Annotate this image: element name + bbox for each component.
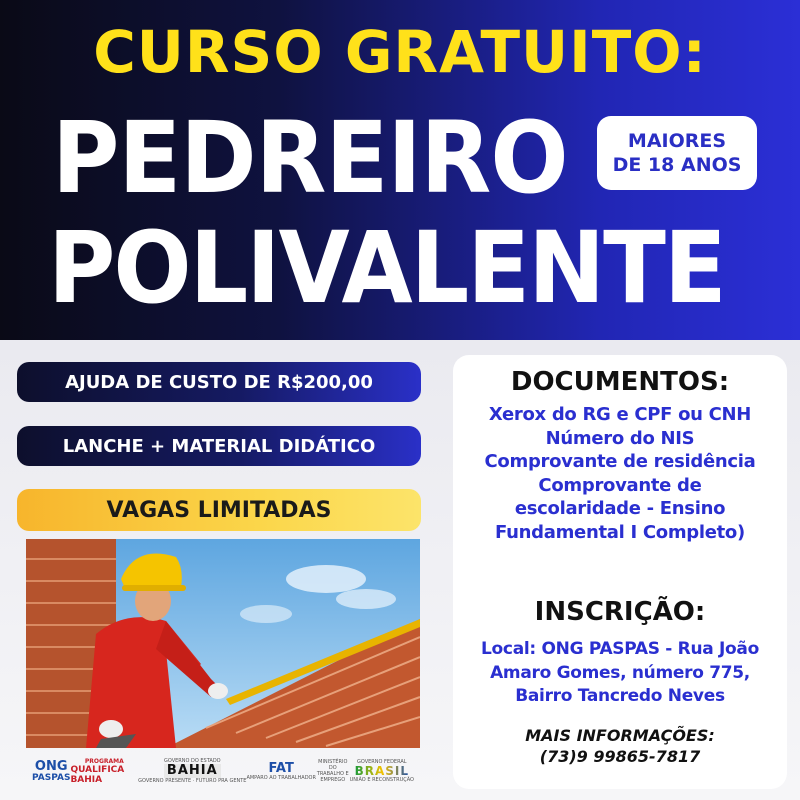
address-line: Local: ONG PASPAS - Rua João	[481, 639, 759, 659]
age-badge	[597, 116, 757, 190]
document-item: Comprovante de	[538, 474, 702, 496]
course-name-line1: PEDREIRO	[52, 100, 568, 216]
ong-paspas-logo: ONG PASPAS	[32, 758, 71, 783]
snack-material-banner: LANCHE + MATERIAL DIDÁTICO	[17, 426, 421, 466]
document-item: Comprovante de residência	[484, 451, 756, 472]
registration-title: INSCRIÇÃO:	[534, 597, 706, 627]
limited-spots-banner: VAGAS LIMITADAS	[17, 489, 421, 531]
bricklayer-photo	[26, 539, 420, 748]
age-badge-line1: MAIORES	[627, 130, 727, 152]
ministerio-logo: MINISTÉRIO DO TRABALHO E EMPREGO	[316, 759, 349, 783]
document-item: Fundamental I Completo)	[495, 521, 745, 543]
document-item: Número do NIS	[545, 427, 695, 449]
fat-logo: FAT AMPARO AO TRABALHADOR	[246, 760, 316, 781]
document-item: escolaridade - Ensino	[514, 498, 726, 519]
more-info	[453, 725, 787, 767]
header-banner	[0, 0, 800, 340]
brasil-logo: GOVERNO FEDERAL BRASIL UNIÃO E RECONSTRUÇÃO	[349, 759, 414, 783]
bahia-logo: GOVERNO DO ESTADO BAHIA GOVERNO PRESENTE · FUTURO PRA GENTE	[138, 758, 247, 784]
phone-number: (73)9 99865-7817	[539, 747, 701, 766]
address-line: Amaro Gomes, número 775,	[490, 662, 750, 683]
registration-address	[453, 638, 787, 709]
sponsor-logos	[26, 752, 420, 790]
info-card	[453, 355, 787, 789]
address-line: Bairro Tancredo Neves	[515, 686, 725, 706]
documents-list	[453, 403, 787, 544]
document-item: Xerox do RG e CPF ou CNH	[488, 404, 752, 425]
more-info-label: MAIS INFORMAÇÕES:	[525, 726, 715, 745]
stipend-banner: AJUDA DE CUSTO DE R$200,00	[17, 362, 421, 402]
course-name-line2: POLIVALENTE	[48, 210, 725, 326]
qualifica-bahia-logo: PROGRAMA QUALIFICA BAHIA	[70, 757, 125, 785]
documents-title: DOCUMENTOS:	[510, 367, 730, 397]
course-free-title: CURSO GRATUITO:	[93, 18, 707, 86]
age-badge-line2: DE 18 ANOS	[612, 154, 742, 176]
